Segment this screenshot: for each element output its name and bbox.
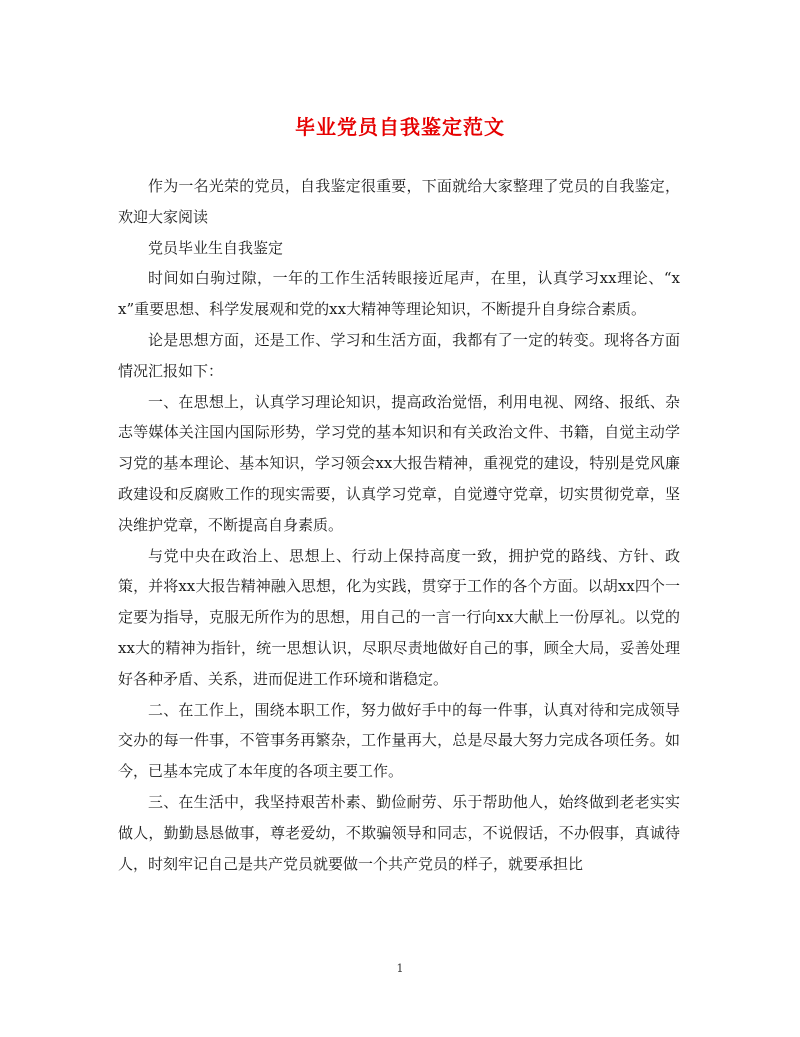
document-title: 毕业党员自我鉴定范文 xyxy=(295,115,505,139)
paragraph-thought: 一、在思想上，认真学习理论知识，提高政治觉悟，利用电视、网络、报纸、杂志等媒体关注国内国际形势，学习党的基本知识和有关政治文件、书籍，自觉主动学习党的基本理论、基本知识，学习领会xx大报告精神，重视党的建设，特别是党风廉政建设和反腐败工作的现实需要，认真学习党章，自觉遵守党章，切实贯彻党章，坚决维护党章，不断提高自身素质。 xyxy=(118,392,680,534)
paragraph-alignment: 与党中央在政治上、思想上、行动上保持高度一致，拥护党的路线、方针、政策，并将xx大报告精神融入思想，化为实践，贯穿于工作的各个方面。以胡xx四个一定要为指导，克服无所作为的思想，用自己的一言一行向xx大献上一份厚礼。以党的xx大的精神为指针，统一思想认识，尽职尽责地做好自己的事，顾全大局，妥善处理好各种矛盾、关系，进而促进工作环境和谐稳定。 xyxy=(118,546,680,688)
paragraph-subheading: 党员毕业生自我鉴定 xyxy=(148,238,284,257)
document-body xyxy=(118,171,680,879)
paragraph-opening: 时间如白驹过隙，一年的工作生活转眼接近尾声，在里，认真学习xx理论、“xx”重要思想、科学发展观和党的xx大精神等理论知识，不断提升自身综合素质。 xyxy=(118,269,680,319)
paragraph-overview: 论是思想方面，还是工作、学习和生活方面，我都有了一定的转变。现将各方面情况汇报如下： xyxy=(118,330,680,380)
paragraph-work: 二、在工作上，围绕本职工作，努力做好手中的每一件事，认真对待和完成领导交办的每一件事，不管事务再繁杂，工作量再大，总是尽最大努力完成各项任务。如今，已基本完成了本年度的各项主要工作。 xyxy=(118,700,680,781)
page-number: 1 xyxy=(396,962,404,975)
paragraph-life: 三、在生活中，我坚持艰苦朴素、勤俭耐劳、乐于帮助他人，始终做到老老实实做人，勤勤恳恳做事，尊老爱幼，不欺骗领导和同志，不说假话，不办假事，真诚待人，时刻牢记自己是共产党员就要做一个共产党员的样子，就要承担比 xyxy=(118,792,680,873)
paragraph-intro: 作为一名光荣的党员，自我鉴定很重要，下面就给大家整理了党员的自我鉴定，欢迎大家阅读 xyxy=(118,177,680,226)
